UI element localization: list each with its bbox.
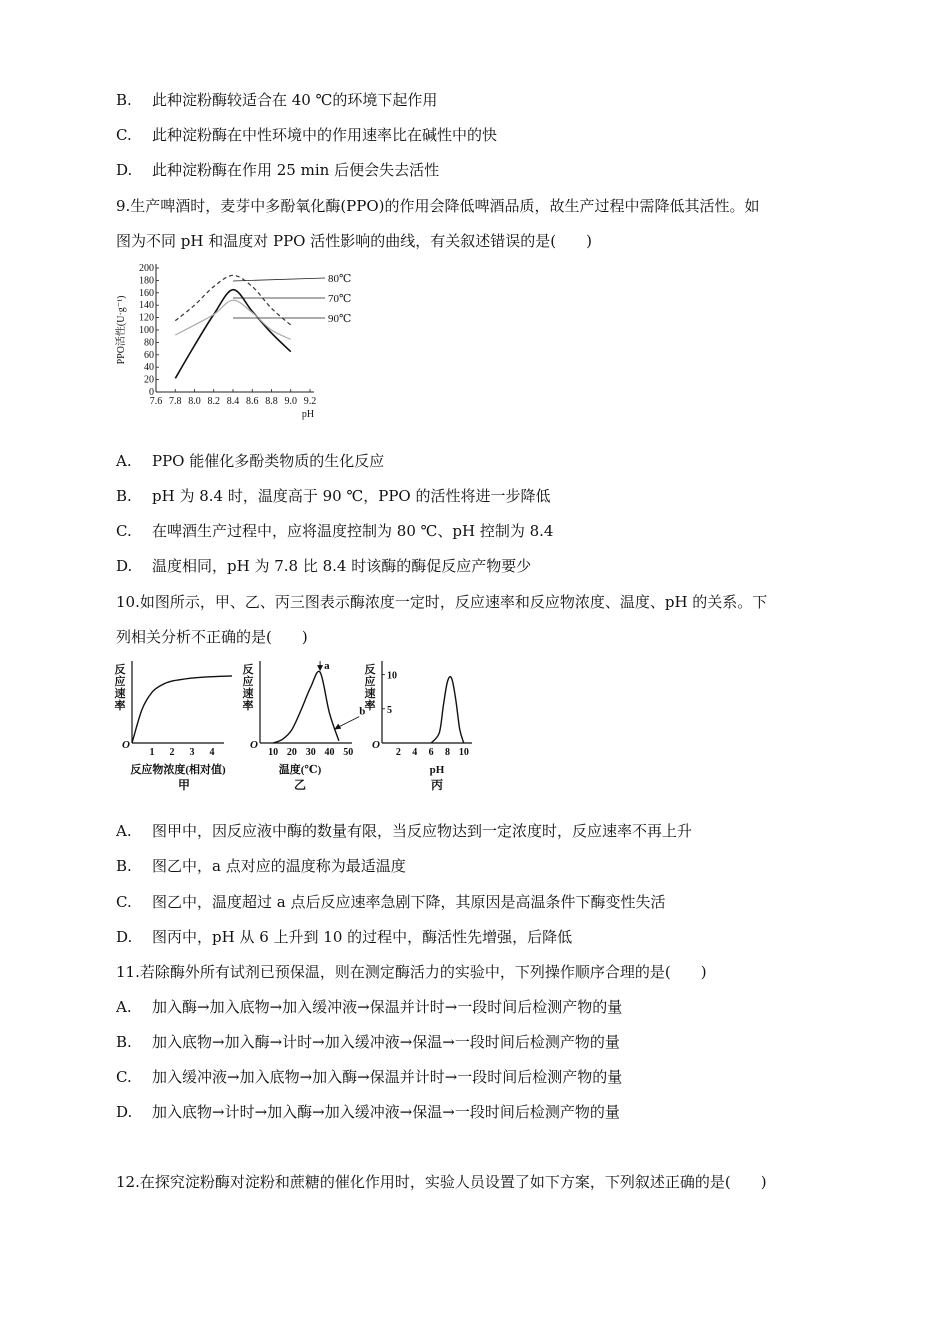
option-letter: C. [116, 126, 132, 144]
q8-option-c [116, 125, 497, 145]
option-letter: D. [116, 557, 133, 575]
origin-label: O [372, 739, 380, 751]
x-tick-label: 8 [444, 747, 450, 758]
origin-label: O [250, 739, 258, 751]
x-axis-label: 温度(℃) [278, 764, 322, 776]
y-axis-label-char: 反 [364, 664, 376, 676]
origin-label: O [122, 739, 130, 751]
series-curve [132, 676, 232, 743]
option-text: 此种淀粉酶较适合在 40 ℃的环境下起作用 [152, 91, 438, 109]
x-tick-label: 8.8 [265, 396, 278, 407]
option-letter: B. [116, 857, 132, 875]
option-letter: D. [116, 161, 133, 179]
q12-stem: 12.在探究淀粉酶对淀粉和蔗糖的催化作用时，实验人员设置了如下方案，下列叙述正确的是( ) [116, 1173, 767, 1191]
q11-option-c [116, 1067, 622, 1087]
option-letter: D. [116, 928, 133, 946]
y-tick-label: 60 [144, 349, 154, 361]
option-text: pH 为 8.4 时，温度高于 90 ℃，PPO 的活性将进一步降低 [152, 487, 551, 505]
x-tick-label: 7.6 [149, 396, 163, 407]
x-axis-label: pH [301, 409, 315, 420]
option-text: 图甲中，因反应液中酶的数量有限，当反应物达到一定浓度时，反应速率不再上升 [152, 822, 693, 840]
y-tick-label: 40 [144, 362, 154, 374]
x-tick-label: 10 [458, 747, 469, 758]
x-tick-label: 2 [395, 747, 401, 758]
q8-option-b [116, 90, 437, 110]
y-tick-label: 5 [387, 704, 392, 716]
option-letter: B. [116, 1033, 132, 1051]
ppo-activity-chart [110, 260, 390, 425]
q11-option-a [116, 997, 622, 1017]
q11-option-b [116, 1032, 620, 1052]
q10-option-c [116, 892, 665, 912]
option-text: 温度相同，pH 为 7.8 比 8.4 时该酶的酶促反应产物要少 [152, 557, 532, 575]
y-axis-label-char: 反 [242, 664, 254, 676]
series-curve [431, 677, 464, 743]
y-axis-label-char: 率 [114, 700, 126, 712]
y-tick-label: 160 [139, 287, 154, 299]
x-axis-label: 反应物浓度(相对值) [130, 764, 226, 776]
x-tick-label: 2 [169, 747, 175, 758]
x-tick-label: 3 [189, 747, 195, 758]
y-axis-label: PPO活性(U·g⁻¹) [116, 295, 127, 365]
y-axis-label-char: 应 [114, 676, 126, 688]
y-tick-label: 140 [139, 300, 154, 312]
legend-label: 70℃ [328, 293, 352, 305]
y-tick-label: 10 [387, 670, 397, 682]
x-tick-label: 7.8 [169, 396, 182, 407]
option-text: 图乙中，温度超过 a 点后反应速率急剧下降，其原因是高温条件下酶变性失活 [152, 893, 666, 911]
chart-bing-ph [362, 655, 482, 795]
q8-option-d [116, 160, 439, 180]
q9-option-c [116, 521, 553, 541]
option-text: 在啤酒生产过程中，应将温度控制为 80 ℃、pH 控制为 8.4 [152, 522, 554, 540]
chart-jia-substrate-concentration [112, 655, 232, 795]
y-axis-label-char: 率 [364, 700, 376, 712]
annotation-a-arrowhead [317, 665, 323, 671]
option-text: 此种淀粉酶在作用 25 min 后便会失去活性 [152, 161, 440, 179]
q11-option-d [116, 1102, 620, 1122]
option-letter: C. [116, 1068, 132, 1086]
x-tick-label: 20 [286, 747, 297, 758]
x-tick-label: 9.2 [303, 396, 317, 407]
q10-option-a [116, 821, 692, 841]
x-tick-label: 8.4 [226, 396, 240, 407]
y-axis-label-char: 反 [114, 664, 126, 676]
y-tick-label: 180 [139, 275, 154, 287]
option-letter: A. [116, 452, 132, 470]
option-letter: A. [116, 822, 132, 840]
chart-title: 丙 [430, 778, 444, 792]
y-axis-label-char: 应 [364, 676, 376, 688]
x-tick-label: 6 [428, 747, 434, 758]
chart-title: 甲 [177, 778, 191, 792]
y-axis-label-char: 速 [242, 688, 254, 700]
option-letter: A. [116, 998, 132, 1016]
option-letter: B. [116, 91, 132, 109]
x-tick-label: 40 [324, 747, 335, 758]
x-tick-label: 10 [268, 747, 279, 758]
q9-option-b [116, 486, 551, 506]
q9-stem-line2: 图为不同 pH 和温度对 PPO 活性影响的曲线，有关叙述错误的是( ) [116, 232, 592, 250]
option-letter: C. [116, 893, 132, 911]
x-tick-label: 9.0 [284, 396, 297, 407]
option-text: PPO 能催化多酚类物质的生化反应 [152, 452, 385, 470]
option-text: 加入缓冲液→加入底物→加入酶→保温并计时→一段时间后检测产物的量 [152, 1068, 623, 1086]
x-tick-label: 4 [209, 747, 215, 758]
option-letter: C. [116, 522, 132, 540]
y-tick-label: 100 [139, 325, 154, 336]
y-axis-label-char: 率 [242, 700, 254, 712]
chart-yi-temperature [240, 655, 366, 795]
option-letter: B. [116, 487, 132, 505]
option-letter: D. [116, 1103, 133, 1121]
x-tick-label: 8.0 [188, 396, 201, 407]
y-tick-label: 120 [139, 312, 154, 324]
x-tick-label: 50 [343, 747, 354, 758]
q11-stem: 11.若除酶外所有试剂已预保温，则在测定酶活力的实验中，下列操作顺序合理的是( ) [116, 963, 707, 981]
option-text: 加入酶→加入底物→加入缓冲液→保温并计时→一段时间后检测产物的量 [152, 998, 623, 1016]
x-tick-label: 1 [149, 747, 155, 758]
q10-stem-line2: 列相关分析不正确的是( ) [116, 628, 308, 646]
x-tick-label: 30 [305, 747, 316, 758]
option-text: 加入底物→加入酶→计时→加入缓冲液→保温→一段时间后检测产物的量 [152, 1033, 620, 1051]
annotation-b-label: b [359, 705, 366, 718]
x-tick-label: 4 [412, 747, 418, 758]
chart-title: 乙 [293, 778, 307, 792]
legend-leader-line [233, 278, 325, 281]
series-70℃-line [175, 290, 290, 379]
annotation-a-label: a [324, 660, 330, 672]
y-tick-label: 0 [149, 387, 154, 398]
legend-label: 90℃ [328, 313, 352, 325]
series-curve [273, 671, 339, 743]
y-tick-label: 200 [139, 263, 154, 274]
option-text: 此种淀粉酶在中性环境中的作用速率比在碱性中的快 [152, 126, 498, 144]
q10-option-b [116, 856, 406, 876]
option-text: 加入底物→计时→加入酶→加入缓冲液→保温→一段时间后检测产物的量 [152, 1103, 620, 1121]
option-text: 图乙中，a 点对应的温度称为最适温度 [152, 857, 406, 875]
q9-option-d [116, 556, 531, 576]
legend-label: 80℃ [328, 273, 352, 285]
y-tick-label: 20 [144, 374, 154, 386]
y-axis-label-char: 速 [364, 688, 376, 700]
q9-stem-line1: 9.生产啤酒时，麦芽中多酚氧化酶(PPO)的作用会降低啤酒品质，故生产过程中需降低其活性。如 [116, 197, 760, 215]
y-axis-label-char: 速 [114, 688, 126, 700]
y-axis-label-char: 应 [242, 676, 254, 688]
q9-option-a [116, 451, 384, 471]
y-tick-label: 80 [144, 337, 154, 349]
option-text: 图丙中，pH 从 6 上升到 10 的过程中，酶活性先增强，后降低 [152, 928, 573, 946]
x-tick-label: 8.6 [246, 396, 259, 407]
x-axis-label: pH [429, 764, 445, 776]
x-tick-label: 8.2 [207, 396, 220, 407]
q10-option-d [116, 927, 572, 947]
q10-stem-line1: 10.如图所示，甲、乙、丙三图表示酶浓度一定时，反应速率和反应物浓度、温度、pH 的关系。下 [116, 593, 768, 611]
